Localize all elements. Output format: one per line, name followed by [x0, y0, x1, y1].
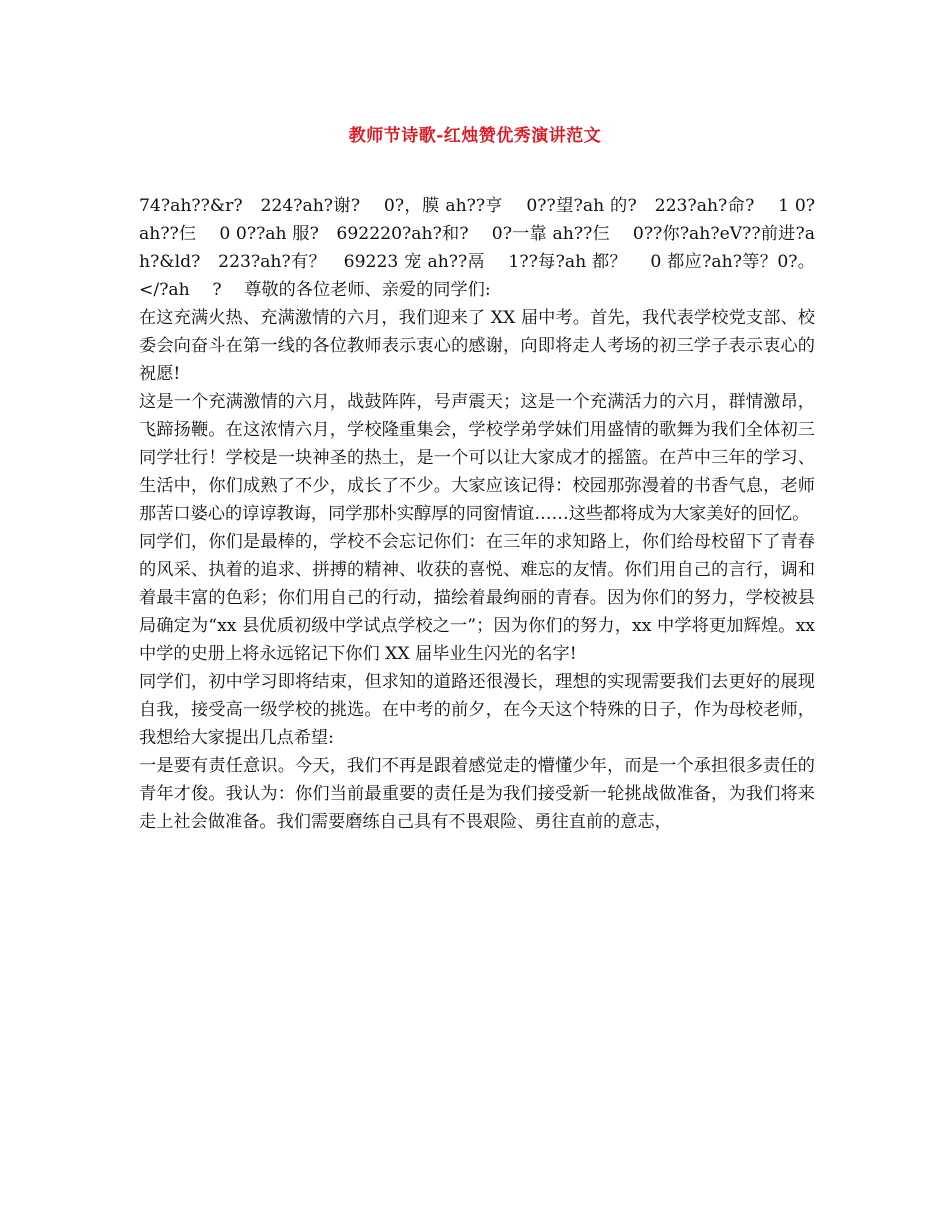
paragraph-greeting: 74?ah??&r? 224?ah?谢? 0?，膜 ah??亨 0??望?ah 的? 223?ah?命? 1 0?ah??仨 0 0??ah 服? 692220?ah?和? 0?一靠 ah??仨 0??你?ah?eV??前进?ah?&ld? 223?ah?有？ 69223 宠 ah??鬲 1??每?ah 都？ 0 都应?ah?等？0?。</?ah ? 尊敬的各位老师、亲爱的同学们: [139, 196, 815, 300]
document-title: 教师节诗歌-红烛赞优秀演讲范文 [348, 126, 602, 146]
paragraph-praise: 同学们，你们是最棒的，学校不会忘记你们：在三年的求知路上，你们给母校留下了青春的风采、执着的追求、拼搏的精神、收获的喜悦、难忘的友情。你们用自己的言行，调和着最丰富的色彩；你们用自己的行动，描绘着最绚丽的青春。因为你们的努力，学校被县局确定为“xx 县优质初级中学试点学校之一”；因为你们的努力，xx 中学将更加辉煌。xx 中学的史册上将永远铭记下你们 XX 届毕业生闪光的名字! [139, 532, 815, 664]
paragraph-opening: 在这充满火热、充满激情的六月，我们迎来了 XX 届中考。首先，我代表学校党支部、校委会向奋斗在第一线的各位教师表示衷心的感谢，向即将走人考场的初三学子表示衷心的祝愿! [139, 308, 815, 384]
paragraph-responsibility: 一是要有责任意识。今天，我们不再是跟着感觉走的懵懂少年，而是一个承担很多责任的青年才俊。我认为：你们当前最重要的责任是为我们接受新一轮挑战做准备，为我们将来走上社会做准备。我们需要磨练自己具有不畏艰险、勇往直前的意志， [139, 756, 815, 832]
paragraph-hopes: 同学们，初中学习即将结束，但求知的道路还很漫长，理想的实现需要我们去更好的展现自我，接受高一级学校的挑选。在中考的前夕，在今天这个特殊的日子，作为母校老师，我想给大家提出几点希望: [139, 672, 815, 748]
document-body [139, 192, 815, 836]
paragraph-june: 这是一个充满激情的六月，战鼓阵阵，号声震天；这是一个充满活力的六月，群情激昂，飞蹄扬鞭。在这浓情六月，学校隆重集会，学校学弟学妹们用盛情的歌舞为我们全体初三同学壮行！学校是一块神圣的热土，是一个可以让大家成才的摇篮。在芦中三年的学习、生活中，你们成熟了不少，成长了不少。大家应该记得：校园那弥漫着的书香气息，老师那苦口婆心的谆谆教诲，同学那朴实醇厚的同窗情谊……这些都将成为大家美好的回忆。 [139, 392, 815, 524]
